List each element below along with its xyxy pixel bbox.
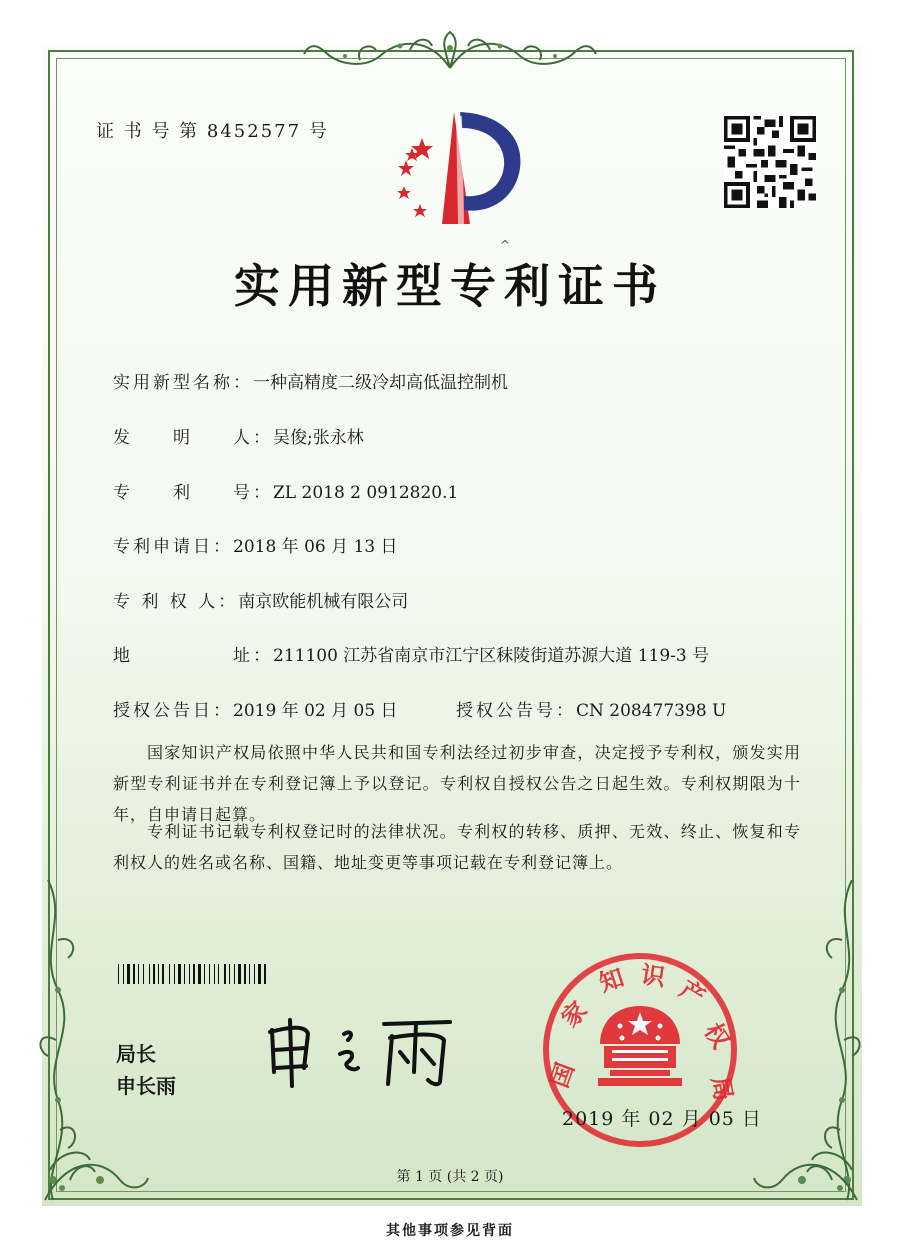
- svg-text:家: 家: [555, 995, 593, 1033]
- field-label: 实用新型名称：: [113, 373, 253, 393]
- back-note: 其他事项参见背面: [386, 1223, 514, 1239]
- seal-date: 2019 年 02 月 05 日: [562, 1108, 762, 1130]
- handwritten-signature: [262, 1010, 462, 1090]
- field-value: 211100 江苏省南京市江宁区秣陵街道苏源大道 119-3 号: [273, 646, 710, 666]
- field-label: 授权公告号：: [456, 701, 576, 721]
- field-patent-number: [113, 478, 458, 503]
- field-value: 南京欧能机械有限公司: [238, 592, 409, 612]
- field-label: 发 明 人：: [113, 428, 273, 448]
- svg-text:知: 知: [595, 963, 628, 998]
- svg-text:局: 局: [706, 1074, 738, 1103]
- field-utility-model-name: [113, 368, 508, 393]
- field-announcement-number: [456, 696, 726, 721]
- signatory-title: 局长: [116, 1042, 156, 1066]
- field-inventor: [113, 423, 364, 448]
- qr-code-icon: [724, 116, 816, 208]
- field-value: ZL 2018 2 0912820.1: [273, 483, 459, 503]
- certificate-number: 证 书 号 第 8452577 号: [96, 121, 329, 142]
- field-application-date: [113, 532, 398, 557]
- field-value: 2018 年 06 月 13 日: [233, 537, 398, 557]
- field-grant-date: [113, 696, 398, 721]
- cnipa-emblem-icon: [382, 108, 532, 226]
- field-address: [113, 641, 709, 666]
- field-label: 地 址：: [113, 646, 273, 666]
- field-label: 专 利 号：: [113, 483, 273, 503]
- svg-text:识: 识: [639, 960, 667, 992]
- signatory-name: 申长雨: [116, 1074, 176, 1098]
- field-label: 授权公告日：: [113, 701, 233, 721]
- barcode-icon: [118, 964, 350, 984]
- svg-text:权: 权: [698, 1018, 736, 1054]
- field-label: 专利申请日：: [113, 537, 233, 557]
- field-value: 吴俊;张永林: [273, 428, 364, 448]
- svg-text:产: 产: [674, 974, 710, 1012]
- field-patentee: [113, 587, 408, 612]
- top-ornament: [300, 28, 600, 76]
- field-value: CN 208477398 U: [576, 701, 727, 721]
- page-number: 第 1 页 (共 2 页): [396, 1169, 504, 1185]
- statement-paragraph-1: 国家知识产权局依照中华人民共和国专利法经过初步审查，决定授予专利权，颁发实用新型专利证书并在专利登记簿上予以登记。专利权自授权公告之日起生效。专利权期限为十年，自申请日起算。: [113, 743, 801, 824]
- caret-mark: ^: [500, 238, 511, 252]
- certificate-title: 实用新型专利证书: [234, 259, 666, 313]
- field-value: 一种高精度二级冷却高低温控制机: [253, 373, 508, 393]
- svg-text:国: 国: [545, 1059, 580, 1092]
- statement-paragraph-2: 专利证书记载专利权登记时的法律状况。专利权的转移、质押、无效、终止、恢复和专利权人的姓名或名称、国籍、地址变更等事项记载在专利登记簿上。: [113, 822, 801, 872]
- field-label: 专 利 权 人：: [113, 592, 239, 612]
- field-value: 2019 年 02 月 05 日: [233, 701, 398, 721]
